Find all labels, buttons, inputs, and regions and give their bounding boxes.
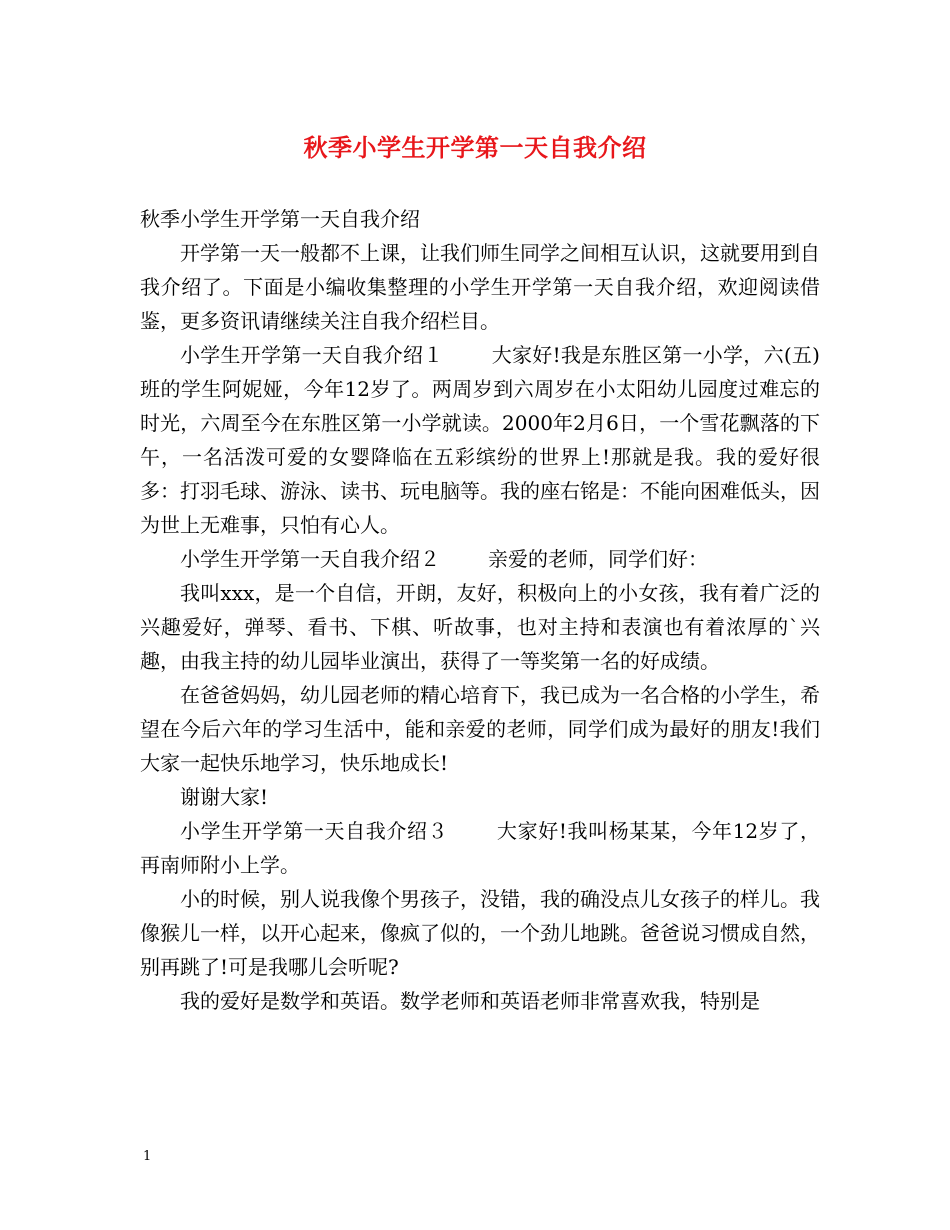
- section-text: 大家好!我是东胜区第一小学，六(五)班的学生阿妮娅，今年12岁了。两周岁到六周岁在小太阳幼儿园度过难忘的时光，六周至今在东胜区第一小学就读。2000年2月6日，一个雪花飘落的下午，一名活泼可爱的女婴降临在五彩缤纷的世界上!那就是我。我的爱好很多：打羽毛球、游泳、读书、玩电脑等。我的座右铭是：不能向困难低头，因为世上无难事，只怕有心人。: [140, 343, 820, 537]
- paragraph-body: 在爸爸妈妈，幼儿园老师的精心培育下，我已成为一名合格的小学生，希望在今后六年的学习生活中，能和亲爱的老师，同学们成为最好的朋友!我们大家一起快乐地学习，快乐地成长!: [140, 683, 820, 775]
- paragraph-section-2: [140, 542, 820, 576]
- section-heading: 小学生开学第一天自我介绍２: [180, 547, 440, 571]
- paragraph-body: 小的时候，别人说我像个男孩子，没错，我的确没点儿女孩子的样儿。我像猴儿一样，以开心起来，像疯了似的，一个劲儿地跳。爸爸说习惯成自然，别再跳了!可是我哪儿会听呢?: [140, 887, 820, 979]
- document-title: 秋季小学生开学第一天自我介绍: [303, 133, 647, 162]
- section-heading: 小学生开学第一天自我介绍３: [180, 819, 449, 843]
- paragraph-body: 我的爱好是数学和英语。数学老师和英语老师非常喜欢我，特别是: [180, 989, 760, 1013]
- section-text: 亲爱的老师，同学们好：: [488, 547, 708, 571]
- section-text: 大家好!我叫杨某某，今年12岁了，再南师附小上学。: [140, 819, 820, 877]
- paragraph-body: 我叫xxx，是一个自信，开朗，友好，积极向上的小女孩，我有着广泛的兴趣爱好，弹琴、看书、下棋、听故事，也对主持和表演也有着浓厚的`兴趣，由我主持的幼儿园毕业演出，获得了一等奖第一名的好成绩。: [140, 581, 820, 673]
- paragraph-intro: 开学第一天一般都不上课，让我们师生同学之间相互认识，这就要用到自我介绍了。下面是小编收集整理的小学生开学第一天自我介绍，欢迎阅读借鉴，更多资讯请继续关注自我介绍栏目。: [140, 241, 820, 333]
- page-number: 1: [143, 1149, 152, 1164]
- paragraph-section-1: [140, 338, 820, 542]
- paragraph-section-3: [140, 814, 820, 882]
- section-heading: 小学生开学第一天自我介绍１: [180, 343, 444, 367]
- paragraph-body: 谢谢大家!: [180, 785, 269, 809]
- paragraph-subtitle: 秋季小学生开学第一天自我介绍: [140, 207, 420, 231]
- document-body: [140, 202, 820, 1018]
